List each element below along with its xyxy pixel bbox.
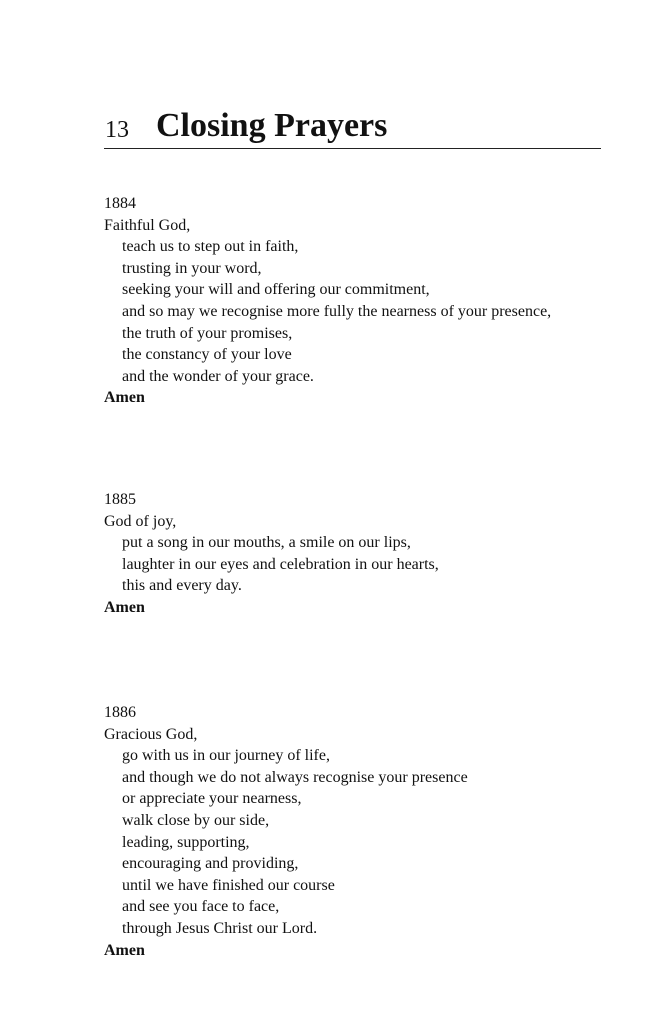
prayer-line: this and every day. — [122, 577, 242, 595]
prayer-line: encouraging and providing, — [122, 855, 299, 873]
prayer-address: Gracious God, — [104, 725, 198, 743]
amen-label: Amen — [104, 389, 145, 407]
prayer-address: God of joy, — [104, 512, 177, 530]
prayer-line: the truth of your promises, — [122, 324, 293, 342]
prayer-number: 1884 — [104, 195, 136, 212]
prayer-1884 — [104, 193, 604, 409]
prayer-line: and see you face to face, — [122, 898, 280, 916]
prayer-line: laughter in our eyes and celebration in our hearts, — [122, 555, 439, 573]
prayer-1885 — [104, 489, 604, 619]
amen-label: Amen — [104, 941, 145, 959]
prayer-1886 — [104, 702, 604, 961]
prayer-line: walk close by our side, — [122, 811, 270, 829]
amen-label: Amen — [104, 598, 145, 616]
prayer-line: teach us to step out in faith, — [122, 238, 299, 256]
prayer-line: and though we do not always recognise your presence — [122, 768, 468, 786]
prayer-address: Faithful God, — [104, 216, 191, 234]
prayer-line: leading, supporting, — [122, 833, 250, 851]
prayer-line: seeking your will and offering our commitment, — [122, 281, 430, 299]
prayer-number: 1885 — [104, 491, 136, 508]
prayer-line: go with us in our journey of life, — [122, 747, 330, 765]
prayer-line: through Jesus Christ our Lord. — [122, 919, 318, 937]
prayer-number: 1886 — [104, 704, 136, 721]
prayer-line: put a song in our mouths, a smile on our lips, — [122, 534, 411, 552]
prayer-line: and the wonder of your grace. — [122, 367, 314, 385]
chapter-header — [104, 104, 601, 149]
prayer-line: the constancy of your love — [122, 346, 292, 364]
chapter-number: 13 — [105, 117, 129, 143]
prayer-line: or appreciate your nearness, — [122, 790, 302, 808]
prayer-line: and so may we recognise more fully the nearness of your presence, — [122, 302, 552, 320]
prayer-line: trusting in your word, — [122, 259, 262, 277]
prayer-line: until we have finished our course — [122, 876, 335, 894]
chapter-title: Closing Prayers — [156, 107, 388, 144]
